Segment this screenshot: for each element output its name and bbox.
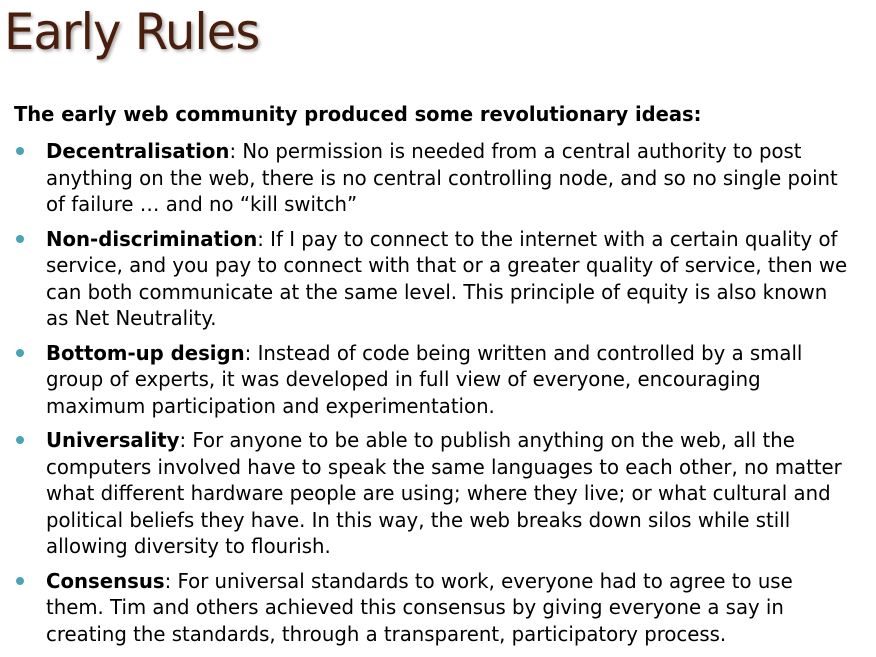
bullet-term: Universality bbox=[46, 428, 180, 452]
bullet-list bbox=[0, 138, 876, 655]
intro-text: The early web community produced some revolutionary ideas: bbox=[14, 102, 702, 126]
bullet-term: Non-discrimination bbox=[46, 226, 258, 251]
slide-title: Early Rules bbox=[4, 3, 260, 61]
bullet-item-non-discrimination bbox=[0, 226, 860, 332]
bullet-dot-icon bbox=[16, 577, 24, 585]
bullet-description: : No permission is needed from a central authority to post anything on the web, there is no central controlling node, and so no single point of failure … and no “kill switch” bbox=[46, 139, 838, 216]
bullet-content bbox=[46, 340, 848, 420]
bullet-content bbox=[46, 138, 848, 218]
bullet-item-decentralisation bbox=[0, 138, 860, 218]
bullet-item-universality bbox=[0, 427, 860, 560]
bullet-dot-icon bbox=[16, 235, 24, 243]
bullet-dot-icon bbox=[16, 147, 24, 155]
bullet-dot-icon bbox=[16, 349, 24, 357]
bullet-description: : Instead of code being written and controlled by a small group of experts, it was developed in full view of everyone, encouraging maximum participation and experimentation. bbox=[46, 340, 803, 418]
bullet-term: Decentralisation bbox=[46, 139, 230, 163]
bullet-description: : For anyone to be able to publish anything on the web, all the computers involved have to speak the same languages to each other, no matter what different hardware people are using; where they live; or what cultural and political beliefs they have. In this way, the web breaks down silos while still allowing diversity to flourish. bbox=[46, 428, 842, 558]
bullet-content bbox=[46, 427, 848, 560]
bullet-term: Consensus bbox=[46, 568, 165, 593]
bullet-item-consensus bbox=[0, 568, 860, 648]
bullet-content bbox=[46, 226, 848, 332]
bullet-description: : For universal standards to work, everyone had to agree to use them. Tim and others achieved this consensus by giving everyone a say in creating the standards, through a transparent, participatory process. bbox=[46, 568, 793, 646]
bullet-item-bottom-up-design bbox=[0, 340, 860, 420]
bullet-description: : If I pay to connect to the internet with a certain quality of service, and you pay to connect with that or a greater quality of service, then we can both communicate at the same level. This principle of equity is also known as Net Neutrality. bbox=[46, 226, 848, 330]
bullet-dot-icon bbox=[16, 436, 24, 444]
bullet-content bbox=[46, 568, 848, 648]
bullet-term: Bottom-up design bbox=[46, 340, 245, 365]
